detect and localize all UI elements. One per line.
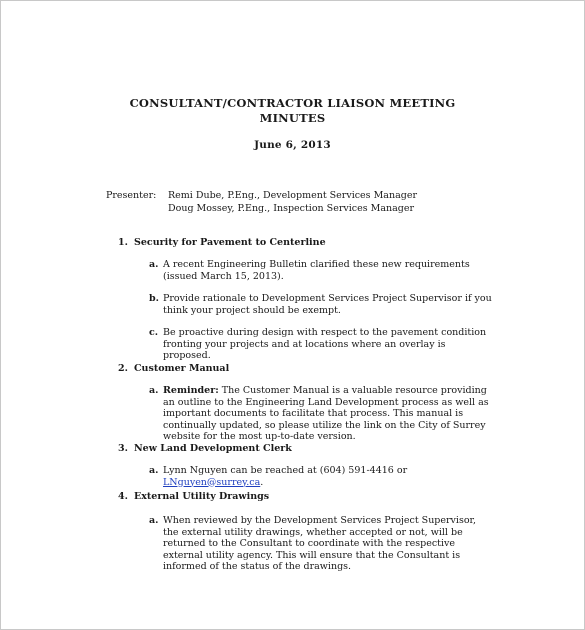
- item-text: Provide rationale to Development Services Project Supervisor if you think your project should be exempt.: [163, 293, 492, 316]
- presenter-name: Doug Mossey, P.Eng., Inspection Services Manager: [168, 203, 415, 214]
- section-number: 3.: [118, 443, 128, 454]
- item-letter: a.: [149, 465, 159, 476]
- item-text: [163, 465, 494, 488]
- document-subtitle: MINUTES: [259, 111, 326, 125]
- item-text: Be proactive during design with respect to the pavement condition fronting your projects and at locations where an overlay is proposed.: [163, 327, 487, 361]
- item-text: A recent Engineering Bulletin clarified these new requirements (issued March 15, 2013).: [163, 259, 470, 282]
- item-lead: Reminder:: [163, 385, 219, 396]
- section-heading: [118, 491, 269, 502]
- item-body-text: Lynn Nguyen can be reached at (604) 591-4416 or: [163, 465, 408, 476]
- item-text: When reviewed by the Development Services Project Supervisor, the external utility drawings, whether accepted or not, will be returned to the Consultant to coordinate with the respective external utility agency. This will ensure that the Consultant is informed of the status of the drawings.: [163, 515, 477, 572]
- list-item: [149, 515, 494, 573]
- item-text: [163, 385, 494, 443]
- email-link[interactable]: LNguyen@surrey.ca: [163, 476, 261, 488]
- list-item: [149, 385, 494, 443]
- list-item: [149, 259, 494, 282]
- section-number: 2.: [118, 363, 128, 374]
- list-item: [149, 465, 494, 488]
- list-item: [149, 293, 494, 316]
- presenter-name: Remi Dube, P.Eng., Development Services Manager: [168, 190, 417, 201]
- item-letter: a.: [149, 259, 159, 270]
- section-title: New Land Development Clerk: [134, 443, 292, 454]
- section-heading: [118, 237, 326, 248]
- section-title: External Utility Drawings: [134, 491, 270, 502]
- section-heading: [118, 363, 229, 374]
- presenter-label: Presenter:: [106, 190, 157, 201]
- section-title: Security for Pavement to Centerline: [134, 237, 326, 248]
- item-letter: c.: [149, 327, 159, 338]
- section-number: 1.: [118, 237, 128, 248]
- document-title: CONSULTANT/CONTRACTOR LIAISON MEETING: [129, 96, 456, 110]
- meeting-date: June 6, 2013: [254, 139, 331, 151]
- item-trailing-text: .: [260, 476, 264, 488]
- item-letter: a.: [149, 515, 159, 526]
- item-letter: b.: [149, 293, 159, 304]
- section-number: 4.: [118, 491, 128, 502]
- item-body-text: The Customer Manual is a valuable resource providing an outline to the Engineering Land Development process as well as important documents to facilitate that process. This manual is continually updated, so please utilize the link on the City of Surrey website for the most up-to-date version.: [163, 385, 489, 442]
- item-letter: a.: [149, 385, 159, 396]
- section-title: Customer Manual: [134, 363, 230, 374]
- list-item: [149, 327, 494, 362]
- section-heading: [118, 443, 292, 454]
